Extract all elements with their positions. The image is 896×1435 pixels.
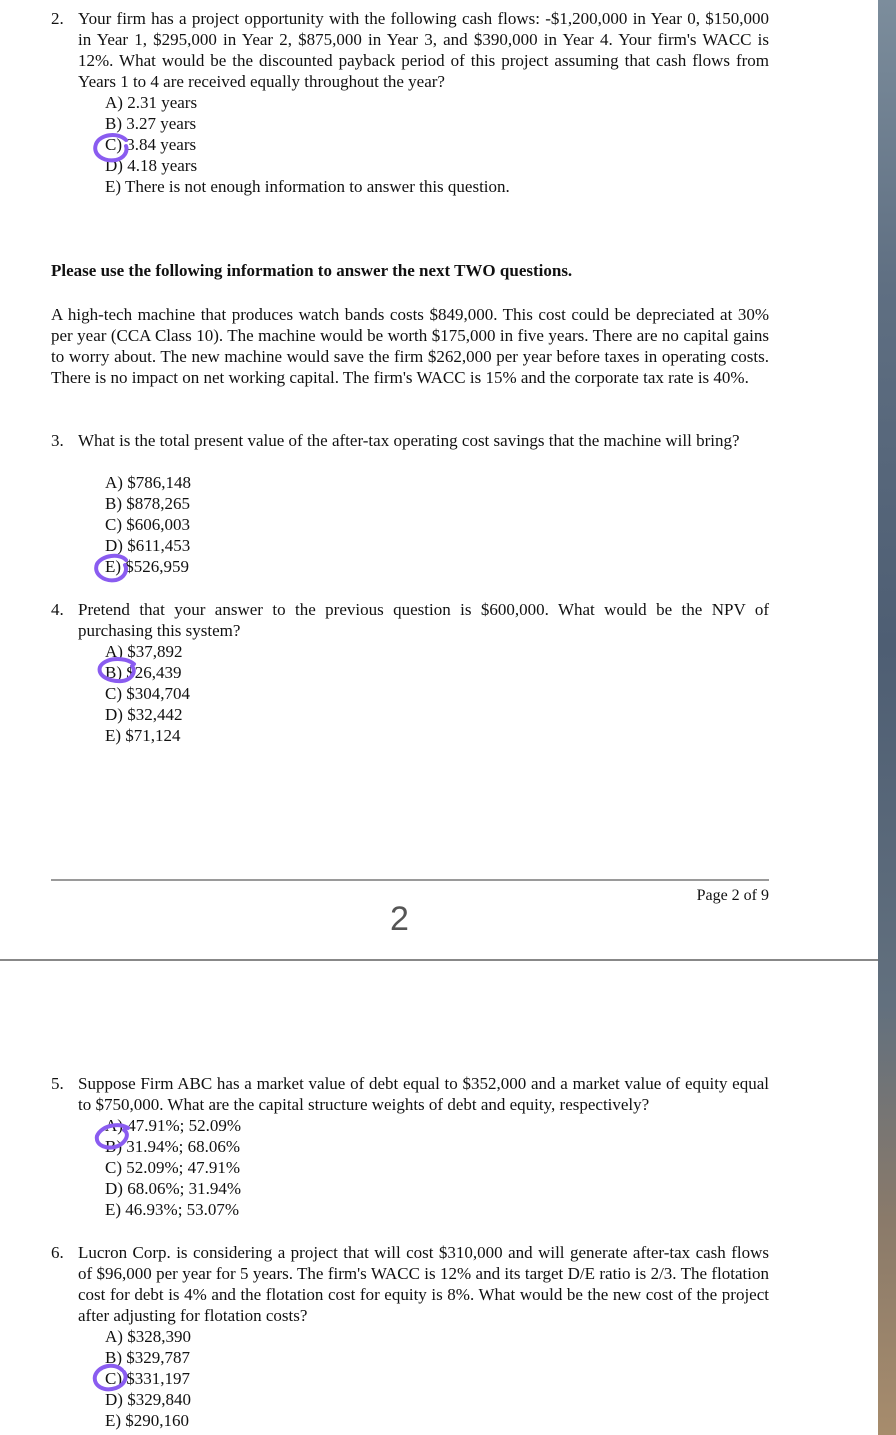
question-2 [51, 8, 769, 92]
option-c: C) $304,704 [105, 684, 190, 703]
question-number: 2. [51, 9, 64, 28]
page-label: Page 2 of 9 [696, 887, 769, 904]
question-6-options [105, 1326, 191, 1431]
option-d: D) $32,442 [105, 705, 183, 724]
page-divider [0, 959, 878, 961]
option-e: E) $71,124 [105, 726, 181, 745]
question-number: 6. [51, 1243, 64, 1262]
option-d: D) $329,840 [105, 1390, 191, 1409]
option-a: A) $37,892 [105, 642, 183, 661]
option-a: A) 47.91%; 52.09% [105, 1116, 241, 1135]
option-d: D) 68.06%; 31.94% [105, 1179, 241, 1198]
question-3 [51, 430, 769, 451]
page-number: 2 [390, 900, 409, 938]
question-text: Pretend that your answer to the previous question is $600,000. What would be the NPV of purchasing this system? [78, 600, 769, 640]
option-b: B) 3.27 years [105, 114, 197, 133]
option-b: B) $878,265 [105, 494, 190, 513]
question-5 [51, 1073, 769, 1115]
question-number: 3. [51, 431, 64, 450]
option-c: C) 52.09%; 47.91% [105, 1158, 241, 1177]
option-e: E) $526,959 [105, 557, 190, 576]
option-d: D) 4.18 years [105, 156, 198, 175]
option-a: A) 2.31 years [105, 93, 198, 112]
question-text: Suppose Firm ABC has a market value of debt equal to $352,000 and a market value of equity equal to $750,000. What are the capital structure weights of debt and equity, respectively? [78, 1074, 769, 1114]
question-2-options [105, 92, 510, 197]
option-b: B) 31.94%; 68.06% [105, 1137, 241, 1156]
option-c: C) $331,197 [105, 1369, 190, 1388]
question-4 [51, 599, 769, 641]
option-e: E) There is not enough information to answer this question. [105, 177, 510, 196]
question-number: 5. [51, 1074, 64, 1093]
question-text: Your firm has a project opportunity with the following cash flows: -$1,200,000 in Year 0, $150,000 in Year 1, $295,000 in Year 2, $875,000 in Year 3, and $390,000 in Year 4. Your firm's WACC is 12%. What would be the discounted payback period of this project assuming that cash flows from Years 1 to 4 are received equally throughout the year? [78, 9, 769, 91]
question-3-options [105, 472, 191, 577]
option-b: B) $329,787 [105, 1348, 190, 1367]
option-b: B) $26,439 [105, 663, 182, 682]
question-text: Lucron Corp. is considering a project that will cost $310,000 and will generate after-tax cash flows of $96,000 per year for 5 years. The firm's WACC is 12% and its target D/E ratio is 2/3. The flotation cost for debt is 4% and the flotation cost for equity is 8%. What would be the new cost of the project after adjusting for flotation costs? [78, 1243, 769, 1325]
info-heading: Please use the following information to answer the next TWO questions. [51, 261, 573, 280]
question-4-options [105, 641, 190, 746]
option-e: E) 46.93%; 53.07% [105, 1200, 240, 1219]
page-footer-rule [51, 879, 769, 881]
question-6 [51, 1242, 769, 1326]
option-d: D) $611,453 [105, 536, 191, 555]
info-paragraph: A high-tech machine that produces watch bands costs $849,000. This cost could be depreciated at 30% per year (CCA Class 10). The machine would be worth $175,000 in five years. There are no capital gains to worry about. The new machine would save the firm $262,000 per year before taxes in operating costs. There is no impact on net working capital. The firm's WACC is 15% and the corporate tax rate is 40%. [51, 305, 769, 387]
option-a: A) $786,148 [105, 473, 191, 492]
option-a: A) $328,390 [105, 1327, 191, 1346]
question-5-options [105, 1115, 241, 1220]
option-c: C) 3.84 years [105, 135, 197, 154]
option-e: E) $290,160 [105, 1411, 190, 1430]
question-number: 4. [51, 600, 64, 619]
option-c: C) $606,003 [105, 515, 190, 534]
question-text: What is the total present value of the after-tax operating cost savings that the machine will bring? [78, 431, 740, 450]
photo-edge-strip [878, 0, 896, 1435]
